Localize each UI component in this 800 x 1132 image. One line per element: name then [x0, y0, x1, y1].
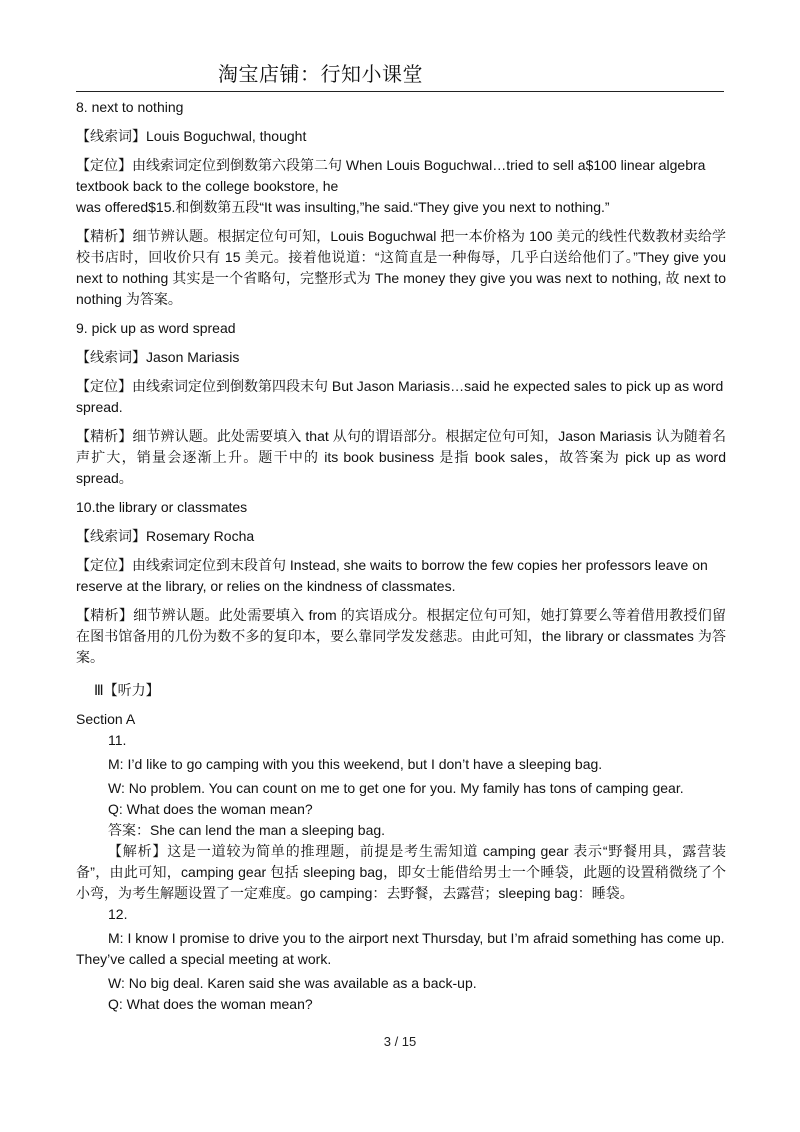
q11-number: 11. — [108, 732, 127, 748]
q10-title: 10.the library or classmates — [76, 499, 248, 515]
q11-question: Q: What does the woman mean? — [108, 801, 313, 817]
page-number: 3 / 15 — [383, 1034, 417, 1049]
q11-woman-line: W: No problem. You can count on me to get one for you. My family has tons of camping gear. — [108, 780, 684, 796]
header-divider — [76, 91, 724, 92]
q8-locate: 【定位】由线索词定位到倒数第六段第二句 When Louis Boguchwal…tried to sell a$100 linear algebra textbook back to the college bookstore, he — [76, 157, 706, 194]
q12-woman-line: W: No big deal. Karen said she was available as a back-up. — [108, 975, 477, 991]
q12-man-line: M: I know I promise to drive you to the airport next Thursday, but I’m afraid something has come up. They’ve called a special meeting at work. — [76, 930, 725, 967]
q8-analysis: 【精析】细节辨认题。根据定位句可知，Louis Boguchwal 把一本价格为 100 美元的线性代数教材卖给学校书店时，回收价只有 15 美元。接着他说道：“这简直是一种侮辱，几乎白送给他们了。”They give you next to nothing 其实是一个省略句，完整形式为 The money they give you was next to nothing, 故 next to nothing 为答案。 — [76, 228, 726, 307]
q10-analysis: 【精析】细节辨认题。此处需要填入 from 的宾语成分。根据定位句可知，她打算要么等着借用教授们留在图书馆备用的几份为数不多的复印本，要么靠同学发发慈悲。由此可知，the library or classmates 为答案。 — [76, 607, 726, 665]
section-a-heading: Section A — [76, 711, 136, 727]
page-header-title: 淘宝店铺：行知小课堂 — [218, 64, 423, 86]
q10-locate: 【定位】由线索词定位到末段首句 Instead, she waits to borrow the few copies her professors leave on reserve at the library, or relies on the kindness of classmates. — [76, 557, 708, 594]
q12-question: Q: What does the woman mean? — [108, 996, 313, 1012]
q12-number: 12. — [108, 906, 128, 922]
q11-answer: 答案：She can lend the man a sleeping bag. — [108, 822, 386, 838]
q10-clue: 【线索词】Rosemary Rocha — [76, 528, 255, 544]
q9-clue: 【线索词】Jason Mariasis — [76, 349, 240, 365]
document-body — [76, 97, 726, 1015]
q9-title: 9. pick up as word spread — [76, 320, 236, 336]
q8-locate-cont: was offered$15.和倒数第五段“It was insulting,”he said.“They give you next to nothing.” — [76, 199, 610, 215]
q9-locate: 【定位】由线索词定位到倒数第四段末句 But Jason Mariasis…said he expected sales to pick up as word spread. — [76, 378, 724, 415]
q8-title: 8. next to nothing — [76, 99, 184, 115]
part3-heading: Ⅲ【听力】 — [94, 682, 160, 698]
q9-analysis: 【精析】细节辨认题。此处需要填入 that 从句的谓语部分。根据定位句可知，Jason Mariasis 认为随着名声扩大，销量会逐渐上升。题干中的 its book business 是指 book sales，故答案为 pick up as word spread。 — [76, 428, 726, 486]
q11-man-line: M: I’d like to go camping with you this weekend, but I don’t have a sleeping bag. — [108, 756, 603, 772]
q11-analysis: 【解析】这是一道较为简单的推理题，前提是考生需知道 camping gear 表示“野餐用具，露营装备”，由此可知，camping gear 包括 sleeping bag，即女士能借给男士一个睡袋，此题的设置稍微绕了个小弯，为考生解题设置了一定难度。go camping：去野餐，去露营；sleeping bag：睡袋。 — [76, 843, 726, 901]
q8-clue: 【线索词】Louis Boguchwal, thought — [76, 128, 307, 144]
